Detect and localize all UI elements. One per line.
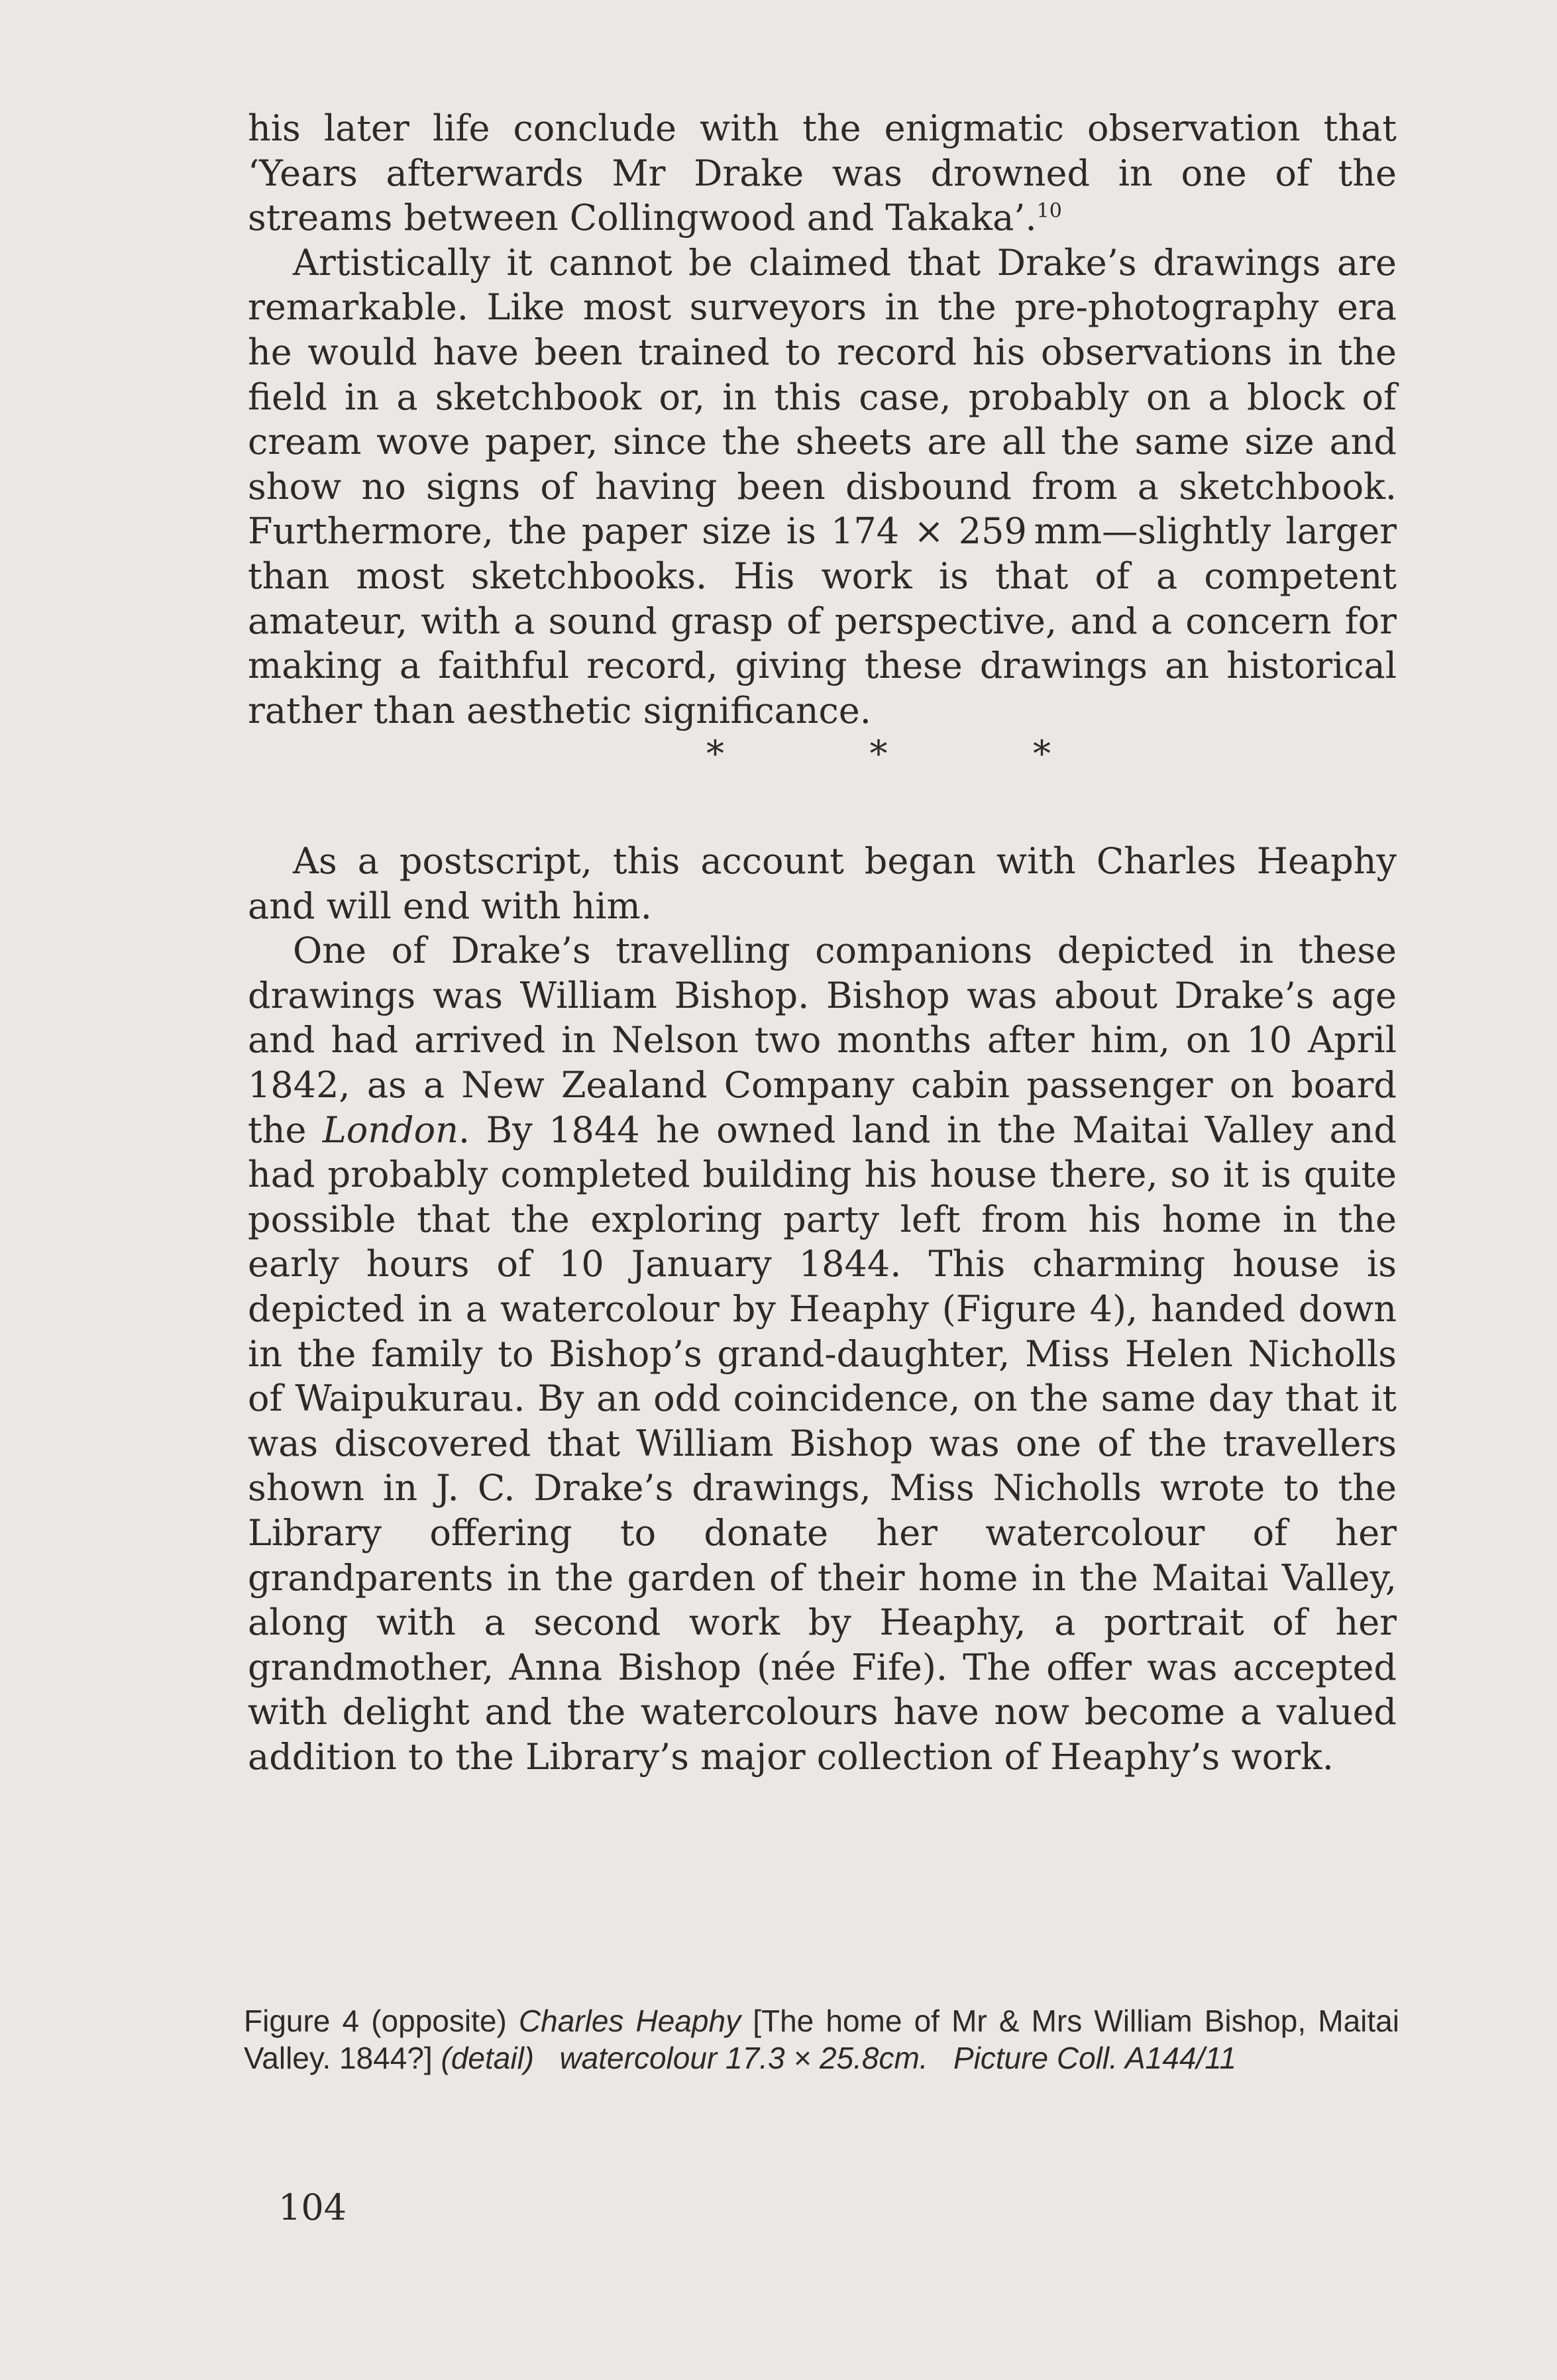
caption-detail: (detail) (441, 2041, 535, 2075)
ship-name: London (322, 1109, 458, 1151)
paragraph-continuation: his later life conclude with the enigmatic observation that ‘Years afterwards Mr Drake was drowned in one of the streams between Collingwood and Takaka’.$^{10}$ (248, 107, 1397, 239)
caption-medium: watercolour 17.3 × 25.8cm. (559, 2041, 928, 2075)
page-number: 104 (278, 2187, 347, 2228)
figure-caption (244, 2002, 1399, 2077)
caption-label: Figure 4 (opposite) (244, 2004, 519, 2038)
paragraph-william-bishop: One of Drake’s travelling companions depicted in these drawings was William Bishop. Bishop was about Drake’s age and had arrived in Nelson two months after him, on 10 April 1842, as a New Zealand Company cabin passenger on board the London. By 1844 he owned land in the Maitai Valley and had probably completed building his house there, so it is quite possible that the exploring party left from his home in the early hours of 10 January 1844. This charming house is depicted in a watercolour by Heaphy (Figure 4), handed down in the family to Bishop’s grand-daughter, Miss Helen Nicholls of Waipukurau. By an odd coincidence, on the same day that it was discovered that William Bishop was one of the travellers shown in J. C. Drake’s drawings, Miss Nicholls wrote to the Library offering to donate her watercolour of her grandparents in the garden of their home in the Maitai Valley, along with a second work by Heaphy, a portrait of her grandmother, Anna Bishop (née Fife). The offer was accepted with delight and the watercolours have now become a valued addition to the Library’s major collection of Heaphy’s work. (248, 930, 1397, 1778)
lower-text-block (248, 839, 1397, 1779)
upper-text-block (248, 106, 1397, 733)
section-break: * * * (706, 733, 1051, 775)
footnote-marker: 10 (1036, 199, 1062, 223)
paragraph-postscript: As a postscript, this account began with Charles Heaphy and will end with him. (248, 840, 1397, 927)
caption-reference: Picture Coll. A144/11 (953, 2041, 1236, 2075)
caption-artist: Charles Heaphy (518, 2004, 741, 2038)
caption-title: [The home of Mr & Mrs William Bishop, Maitai Valley. 1844?] (244, 2004, 1399, 2075)
paragraph-artistic-assessment: Artistically it cannot be claimed that Drake’s drawings are remarkable. Like most surveyors in the pre-photography era he would have been trained to record his observations in the field in a sketchbook or, in this case, probably on a block of cream wove paper, since the sheets are all the same size and show no signs of having been disbound from a sketchbook. Furthermore, the paper size is 174 × 259 mm—slightly larger than most sketchbooks. His work is that of a competent amateur, with a sound grasp of perspective, and a concern for making a faithful record, giving these drawings an historical rather than aesthetic significance. (248, 241, 1397, 731)
